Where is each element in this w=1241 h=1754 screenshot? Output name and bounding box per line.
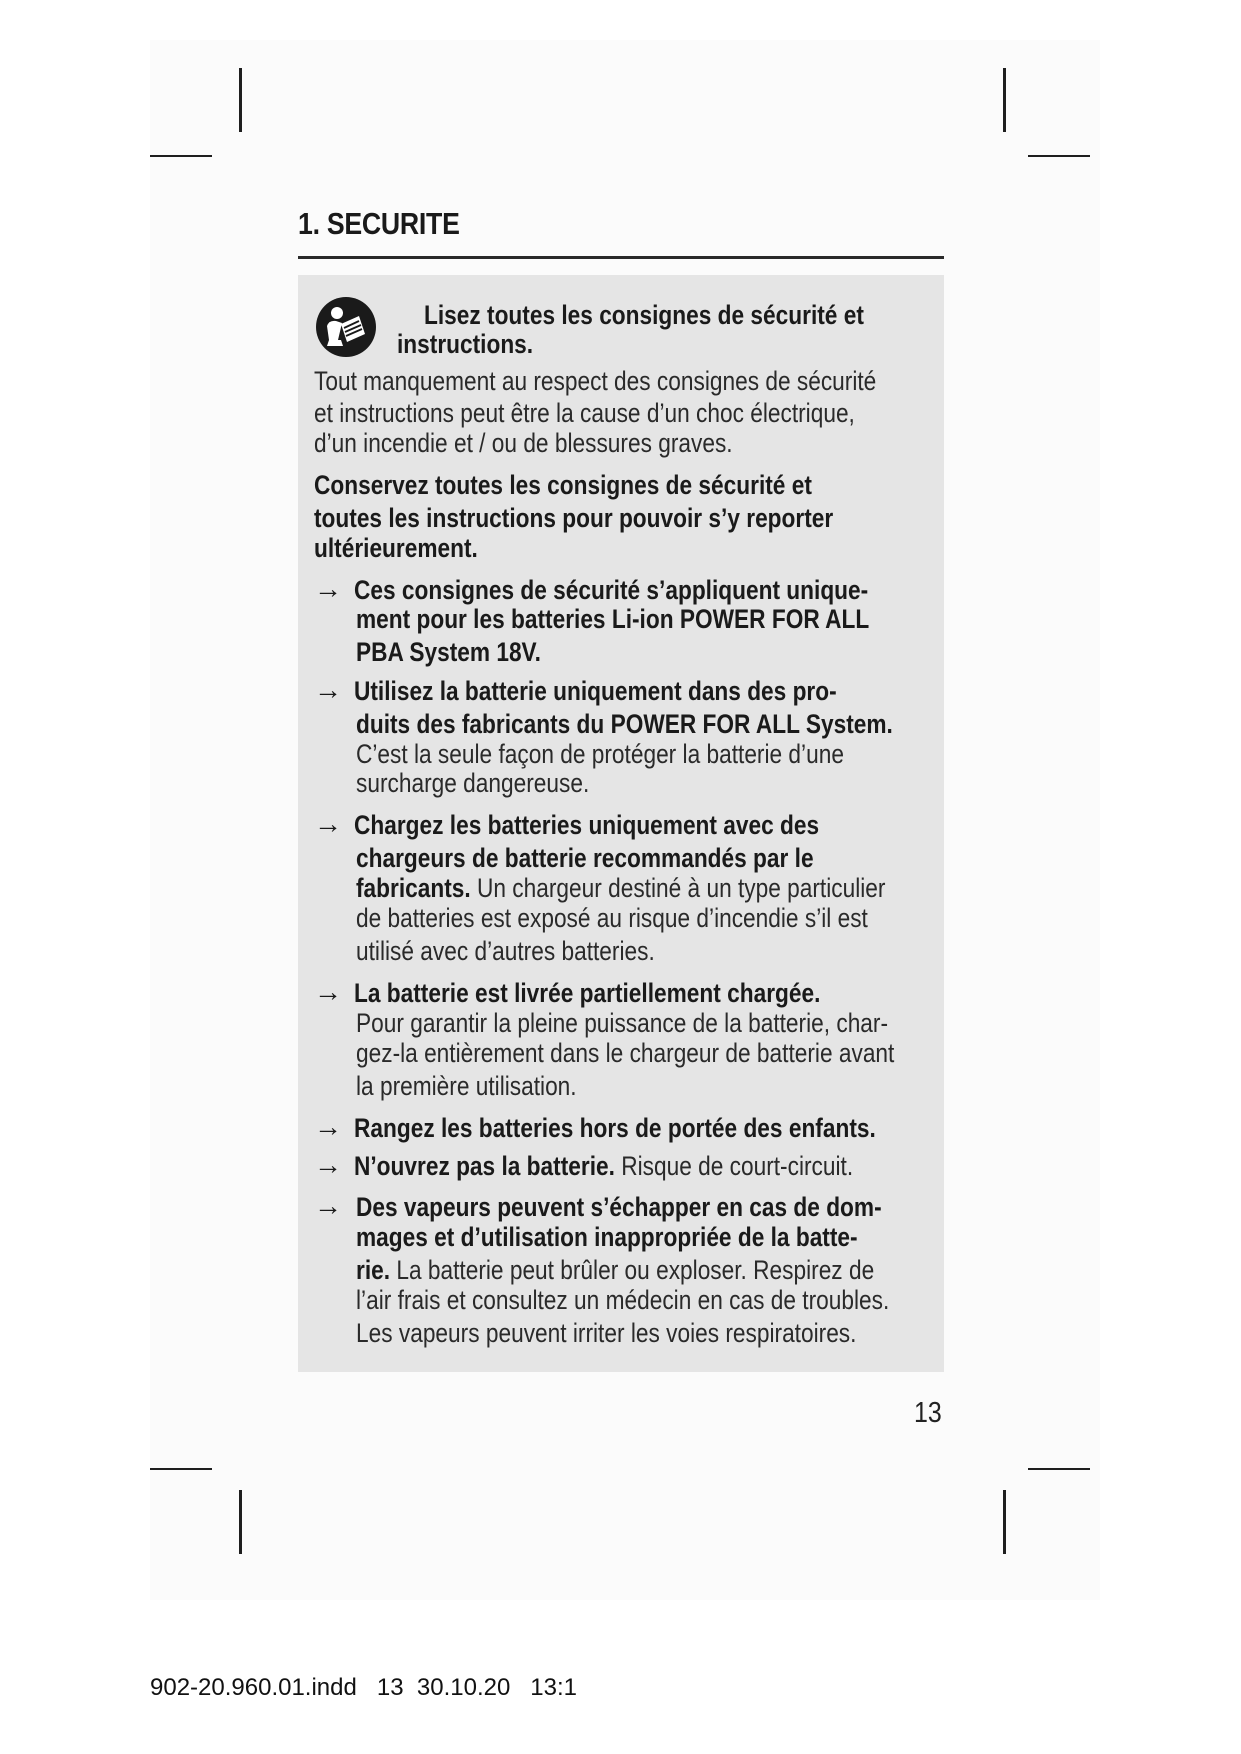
- print-slug: 902-20.960.01.indd 13 30.10.20 13:1: [150, 1674, 578, 1701]
- item-3-line-5: utilisé avec d’autres batteries.: [356, 936, 655, 966]
- item-7-line-5: Les vapeurs peuvent irriter les voies respiratoires.: [356, 1318, 857, 1348]
- item-7-line-2: mages et d’utilisation inappropriée de la batte-: [356, 1222, 858, 1252]
- item-6-normal-fragment: Risque de court-circuit.: [614, 1151, 854, 1181]
- item-4-line-4: la première utilisation.: [356, 1071, 577, 1101]
- item-3-line-4: de batteries est exposé au risque d’incendie s’il est: [356, 903, 868, 933]
- arrow-icon: →: [314, 674, 342, 705]
- keep-instructions-line-3: ultérieurement.: [314, 533, 478, 563]
- title-underline: [298, 256, 944, 259]
- item-3-bold-fragment: fabricants.: [356, 873, 471, 903]
- section-title: 1. SECURITE: [298, 206, 460, 241]
- warning-text-line-1: Tout manquement au respect des consignes de sécurité: [314, 366, 877, 396]
- warning-heading-line-1: Lisez toutes les consignes de sécurité et: [424, 300, 864, 330]
- crop-mark-top-right-vertical: [1003, 68, 1006, 132]
- keep-instructions-line-1: Conservez toutes les consignes de sécurité et: [314, 470, 812, 500]
- arrow-icon: →: [314, 808, 342, 839]
- item-1-line-3: PBA System 18V.: [356, 637, 541, 667]
- crop-mark-bottom-left-horizontal: [150, 1468, 212, 1470]
- item-7-bold-fragment: rie.: [356, 1255, 391, 1285]
- warning-heading-line-2: instructions.: [397, 329, 534, 359]
- crop-mark-top-left-horizontal: [150, 155, 212, 157]
- arrow-icon: →: [314, 1111, 342, 1142]
- item-7-normal-fragment: La batterie peut brûler ou exploser. Respirez de: [390, 1255, 875, 1285]
- arrow-icon: →: [314, 1190, 342, 1221]
- item-4-line-1: La batterie est livrée partiellement chargée.: [354, 978, 821, 1008]
- crop-mark-bottom-right-vertical: [1003, 1490, 1006, 1554]
- arrow-icon: →: [314, 1149, 342, 1180]
- crop-mark-bottom-right-horizontal: [1028, 1468, 1090, 1470]
- crop-mark-top-right-horizontal: [1028, 155, 1090, 157]
- item-2-line-4: surcharge dangereuse.: [356, 768, 590, 798]
- item-5-line-1: Rangez les batteries hors de portée des enfants.: [354, 1113, 876, 1143]
- item-6-line-1: [354, 1151, 853, 1181]
- read-manual-icon: [315, 296, 377, 358]
- item-3-line-1: Chargez les batteries uniquement avec des: [354, 810, 820, 840]
- item-7-line-1: Des vapeurs peuvent s’échapper en cas de dom-: [356, 1192, 882, 1222]
- item-6-bold-fragment: N’ouvrez pas la batterie.: [354, 1151, 615, 1181]
- item-7-line-3: [356, 1255, 874, 1285]
- keep-instructions-line-2: toutes les instructions pour pouvoir s’y reporter: [314, 503, 834, 533]
- arrow-icon: →: [314, 573, 342, 604]
- item-3-normal-fragment: Un chargeur destiné à un type particulier: [470, 873, 886, 903]
- item-3-line-2: chargeurs de batterie recommandés par le: [356, 843, 814, 873]
- warning-text-line-3: d’un incendie et / ou de blessures graves.: [314, 428, 733, 458]
- arrow-icon: →: [314, 976, 342, 1007]
- item-1-line-1: Ces consignes de sécurité s’appliquent unique-: [354, 575, 869, 605]
- page-number: 13: [914, 1397, 942, 1429]
- item-4-line-2: Pour garantir la pleine puissance de la batterie, char-: [356, 1008, 889, 1038]
- item-1-line-2: ment pour les batteries Li-ion POWER FOR ALL: [356, 604, 870, 634]
- item-3-line-3: [356, 873, 885, 903]
- item-4-line-3: gez-la entièrement dans le chargeur de batterie avant: [356, 1038, 895, 1068]
- item-7-line-4: l’air frais et consultez un médecin en cas de troubles.: [356, 1285, 890, 1315]
- item-2-line-3: C’est la seule façon de protéger la batterie d’une: [356, 739, 844, 769]
- item-2-line-1: Utilisez la batterie uniquement dans des pro-: [354, 676, 837, 706]
- crop-mark-bottom-left-vertical: [239, 1490, 242, 1554]
- item-2-line-2: duits des fabricants du POWER FOR ALL System.: [356, 709, 893, 739]
- crop-mark-top-left-vertical: [239, 68, 242, 132]
- warning-text-line-2: et instructions peut être la cause d’un choc électrique,: [314, 398, 855, 428]
